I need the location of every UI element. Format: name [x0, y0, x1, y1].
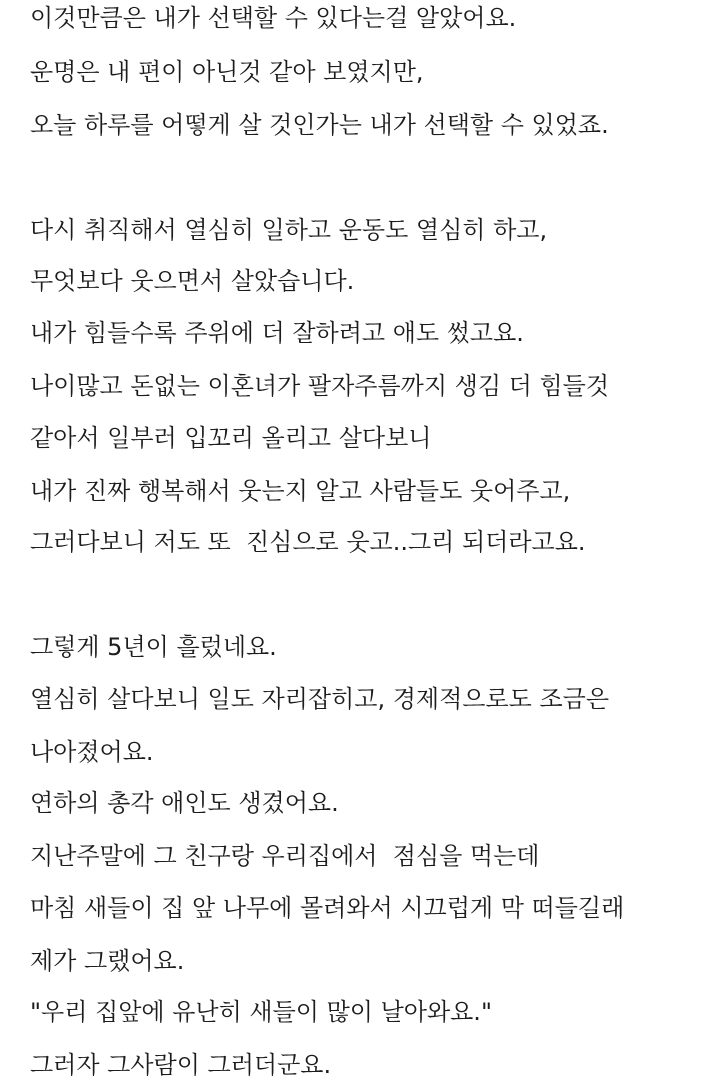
text-line: 운명은 내 편이 아닌것 같아 보였지만,: [30, 58, 424, 86]
text-line: 무엇보다 웃으면서 살았습니다.: [30, 267, 355, 295]
text-line: 이것만큼은 내가 선택할 수 있다는걸 알았어요.: [30, 4, 517, 32]
text-line: 그렇게 5년이 흘렀네요.: [30, 633, 277, 661]
text-line: 열심히 살다보니 일도 자리잡히고, 경제적으로도 조금은: [30, 685, 610, 713]
text-line: "우리 집앞에 유난히 새들이 많이 날아와요.": [30, 998, 492, 1026]
text-line: 나이많고 돈없는 이혼녀가 팔자주름까지 생김 더 힘들것: [30, 372, 610, 400]
text-line: 그러다보니 저도 또 진심으로 웃고..그리 되더라고요.: [30, 528, 586, 556]
text-line: 같아서 일부러 입꼬리 올리고 살다보니: [30, 424, 432, 452]
text-line: 마침 새들이 집 앞 나무에 몰려와서 시끄럽게 막 떠들길래: [30, 894, 625, 922]
text-line: 오늘 하루를 어떻게 살 것인가는 내가 선택할 수 있었죠.: [30, 111, 609, 139]
text-line: 연하의 총각 애인도 생겼어요.: [30, 789, 339, 817]
text-line: 제가 그랬어요.: [30, 947, 185, 975]
text-line: 그러자 그사람이 그러더군요.: [30, 1051, 332, 1079]
text-line: 내가 진짜 행복해서 웃는지 알고 사람들도 웃어주고,: [30, 477, 571, 505]
text-line: 다시 취직해서 열심히 일하고 운동도 열심히 하고,: [30, 216, 548, 244]
text-line: 지난주말에 그 친구랑 우리집에서 점심을 먹는데: [30, 842, 540, 870]
text-line: 내가 힘들수록 주위에 더 잘하려고 애도 썼고요.: [30, 319, 524, 347]
text-line: 나아졌어요.: [30, 738, 154, 766]
